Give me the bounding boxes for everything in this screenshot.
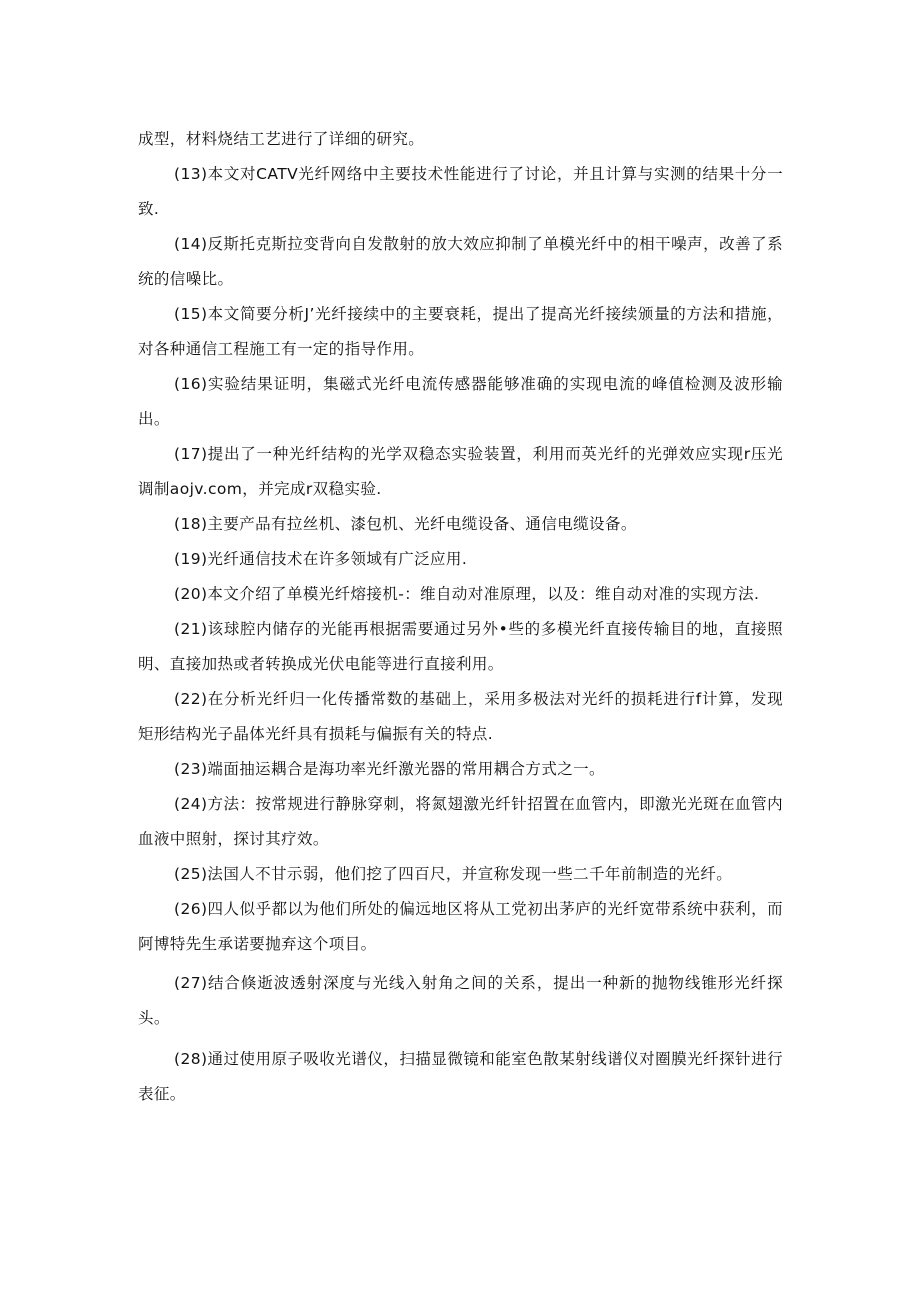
paragraph-14: (14)反斯托克斯拉变背向自发散射的放大效应抑制了单模光纤中的相干噪声，改善了系统的信噪比。: [138, 235, 783, 288]
paragraph-27: (27)结合倏逝波透射深度与光线入射角之间的关系，提出一种新的抛物线锥形光纤探头。: [138, 974, 783, 1027]
paragraph-19: (19)光纤通信技术在许多领域有广泛应用.: [174, 550, 468, 568]
paragraph-25: (25)法国人不甘示弱，他们挖了四百尺，并宣称发现一些二千年前制造的光纤。: [174, 865, 733, 883]
document-body: [138, 122, 783, 1112]
paragraph-21: (21)该球腔内储存的光能再根据需要通过另外•些的多模光纤直接传输目的地，直接照明、直接加热或者转换成光伏电能等进行直接利用。: [138, 620, 783, 673]
paragraph-26: (26)四人似乎都以为他们所处的偏远地区将从工党初出茅庐的光纤宽带系统中获利，而阿博特先生承诺要抛弃这个项目。: [138, 900, 783, 953]
paragraph-24: (24)方法：按常规进行静脉穿刺，将氮翅激光纤针招置在血管内，即激光光斑在血管内血液中照射，探讨其疗效。: [138, 795, 783, 848]
paragraph-13: (13)本文对CATV光纤网络中主要技术性能进行了讨论，并且计算与实测的结果十分一致.: [138, 165, 783, 218]
paragraph-15: (15)本文简要分析J’光纤接续中的主要衰耗，提出了提高光纤接续颁量的方法和措施，对各种通信工程施工有一定的指导作用。: [138, 305, 783, 358]
paragraph-16: (16)实验结果证明，集磁式光纤电流传感器能够准确的实现电流的峰值检测及波形输出。: [138, 375, 783, 428]
paragraph-28: (28)通过使用原子吸收光谱仪，扫描显微镜和能室色散某射线谱仪对圈膜光纤探针进行表征。: [138, 1050, 783, 1103]
paragraph-23: (23)端面抽运耦合是海功率光纤激光器的常用耦合方式之一。: [174, 760, 605, 778]
paragraph-17: (17)提出了一种光纤结构的光学双稳态实验装置，利用而英光纤的光弹效应实现r压光调制aojv.com，并完成r双稳实验.: [138, 445, 783, 498]
paragraph-22: (22)在分析光纤归一化传播常数的基础上，采用多极法对光纤的损耗进行f计算，发现矩形结构光子晶体光纤具有损耗与偏振有关的特点.: [138, 690, 783, 743]
paragraph-continuation: 成型，材料烧结工艺进行了详细的研究。: [138, 130, 425, 148]
paragraph-20: (20)本文介绍了单模光纤熔接机-：维自动对准原理，以及：维自动对准的实现方法.: [174, 585, 760, 603]
paragraph-18: (18)主要产品有拉丝机、漆包机、光纤电缆设备、通信电缆设备。: [174, 515, 637, 533]
